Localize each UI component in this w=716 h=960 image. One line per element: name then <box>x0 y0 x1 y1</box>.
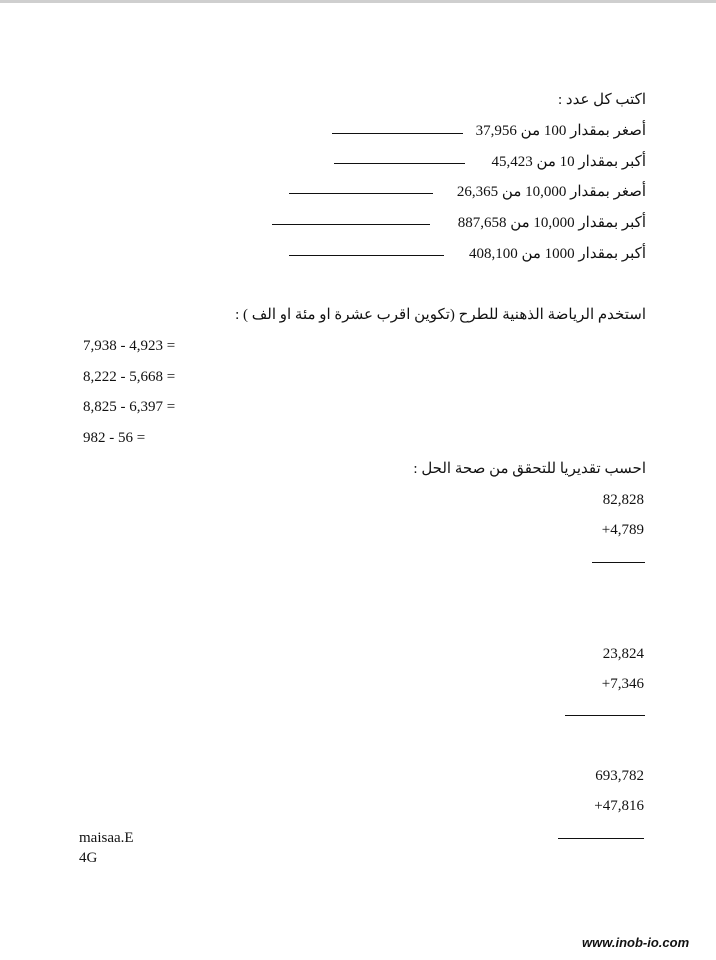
mental-math-problem-4: 982 - 56 = <box>83 430 146 446</box>
author-name: maisaa.E <box>79 830 134 846</box>
addition-1-bottom: +4,789 <box>601 522 644 538</box>
mental-math-problem-2: 8,222 - 5,668 = <box>83 369 176 385</box>
section3-title: احسب تقديريا للتحقق من صحة الحل : <box>413 461 646 477</box>
addition-2-bottom: +7,346 <box>601 676 644 692</box>
mental-math-problem-3: 8,825 - 6,397 = <box>83 399 176 415</box>
answer-blank-3[interactable] <box>289 193 433 194</box>
section1-item-4: أكبر بمقدار 10,000 من 887,658 <box>457 215 646 231</box>
answer-blank-2[interactable] <box>334 163 465 164</box>
addition-2-line <box>565 715 645 716</box>
section1-title: اكتب كل عدد : <box>558 92 646 108</box>
section1-item-1: أصغر بمقدار 100 من 37,956 <box>475 123 646 139</box>
addition-1-top: 82,828 <box>602 492 644 508</box>
addition-2-top: 23,824 <box>602 646 644 662</box>
answer-blank-5[interactable] <box>289 255 444 256</box>
answer-blank-4[interactable] <box>272 224 430 225</box>
author-class: 4G <box>79 850 98 866</box>
section2-title: استخدم الرياضة الذهنية للطرح (تكوين اقرب عشرة او مئة او الف ) : <box>235 307 646 323</box>
addition-1-line <box>592 562 645 563</box>
addition-3-line <box>558 838 644 839</box>
addition-3-bottom: +47,816 <box>594 798 644 814</box>
mental-math-problem-1: 7,938 - 4,923 = <box>83 338 176 354</box>
answer-blank-1[interactable] <box>332 133 463 134</box>
section1-item-5: أكبر بمقدار 1000 من 408,100 <box>468 246 646 262</box>
top-border <box>0 0 716 3</box>
addition-3-top: 693,782 <box>595 768 644 784</box>
section1-item-2: أكبر بمقدار 10 من 45,423 <box>491 154 646 170</box>
watermark-text: www.inob-io.com <box>582 935 690 950</box>
section1-item-3: أصغر بمقدار 10,000 من 26,365 <box>456 184 646 200</box>
